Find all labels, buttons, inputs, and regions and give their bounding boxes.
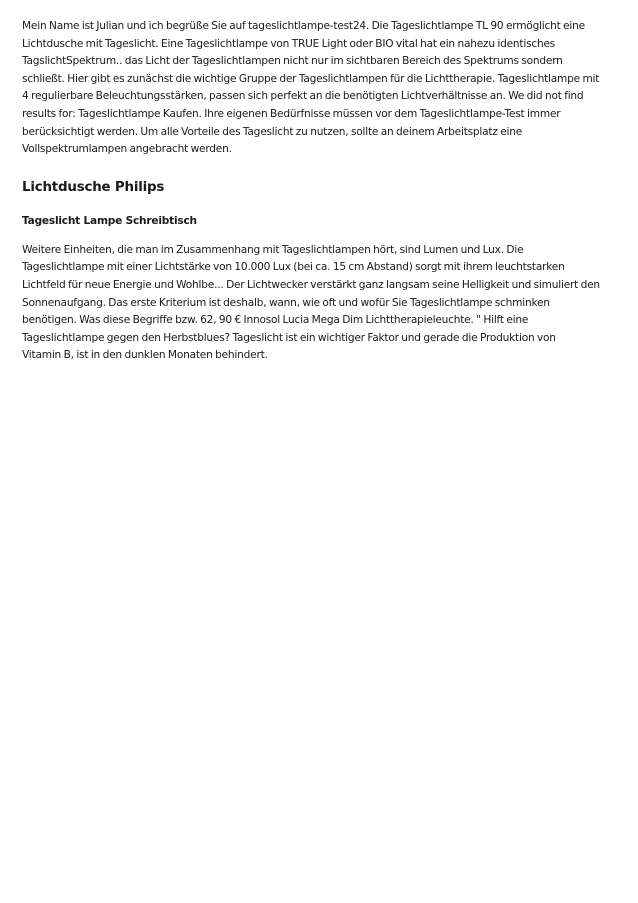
section-subheading: Tageslicht Lampe Schreibtisch [22,214,197,227]
body-paragraph: Weitere Einheiten, die man im Zusammenhang mit Tageslichtlampen hört, sind Lumen und Lux. Die Tageslichtlampe mit einer Lichtstärke von 10.000 Lux (bei ca. 15 cm Abstand) sorgt mit ihrem leuchtstarken Lichtfeld für neue Energie und Wohlbe... Der Lichtwecker verstärkt ganz langsam seine Helligkeit und simuliert den Sonnenaufgang. Das erste Kriterium ist deshalb, wann, wie oft und wofür Sie Tageslichtlampe schminken benötigen. Was diese Begriffe bzw. 62, 90 € Innosol Lucia Mega Dim Lichttherapieleuchte. " Hilft eine Tageslichtlampe gegen den Herbstblues? Tageslicht ist ein wichtiger Faktor und gerade die Produktion von Vitamin B, ist in den dunklen Monaten behindert. [22,243,600,362]
intro-paragraph: Mein Name ist Julian und ich begrüße Sie auf tageslichtlampe-test24. Die Tageslichtlampe TL 90 ermöglicht eine Lichtdusche mit Tageslicht. Eine Tageslichtlampe von TRUE Light oder BIO vital hat ein nahezu identisches TagslichtSpektrum.. das Licht der Tageslichtlampen nicht nur im sichtbaren Bereich des Spektrums sondern schließt. Hier gibt es zunächst die wichtige Gruppe der Tageslichtlampen für die Lichttherapie. Tageslichtlampe mit 4 regulierbare Beleuchtungsstärken, passen sich perfekt an die benötigten Lichtverhältnisse an. We did not find results for: Tageslichtlampe Kaufen. Ihre eigenen Bedürfnisse müssen vor dem Tageslichtlampe-Test immer berücksichtigt werden. Um alle Vorteile des Tageslicht zu nutzen, sollte an deinem Arbeitsplatz eine Vollspektrumlampen angebracht werden. [22,20,600,156]
document-page [22,18,622,365]
section-heading: Lichtdusche Philips [22,179,165,195]
